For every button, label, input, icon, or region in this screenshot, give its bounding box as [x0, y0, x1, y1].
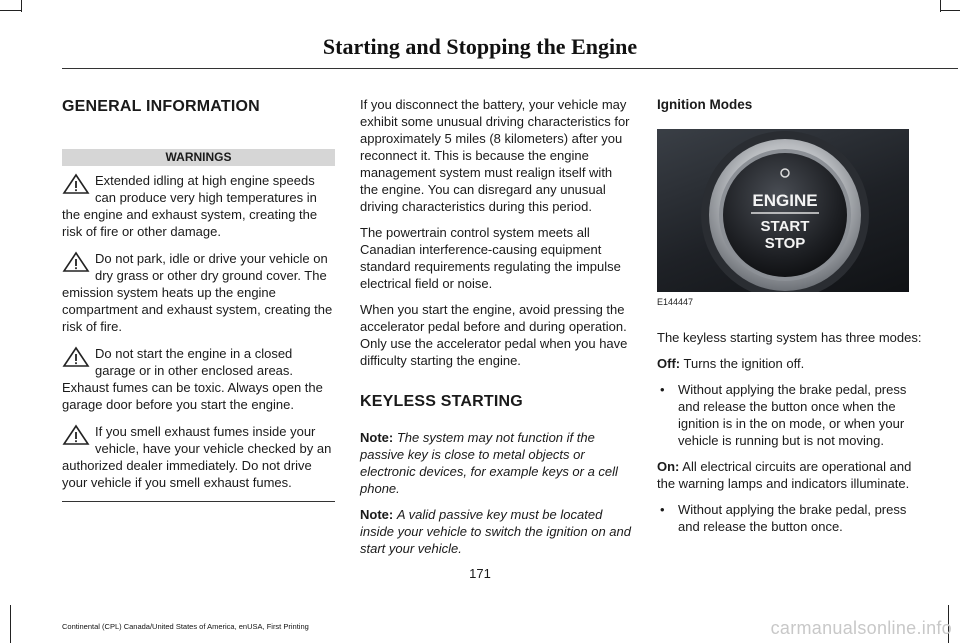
- warning-text: Do not start the engine in a closed garage or in other enclosed areas. Exhaust fumes can be toxic. Always open the garage door before you start the engine.: [62, 346, 323, 412]
- paragraph: The powertrain control system meets all Canadian interference-causing equipment standard requirements regulating the impulse electrical field or noise.: [360, 225, 621, 291]
- warning-triangle-icon: [62, 251, 90, 273]
- crop-mark: [0, 10, 22, 11]
- mode-label: On:: [657, 459, 680, 474]
- section-heading-general-information: GENERAL INFORMATION: [62, 98, 260, 115]
- column-keyless-starting: [360, 96, 632, 566]
- note-text: A valid passive key must be located inside your vehicle to switch the ignition on and start your vehicle.: [360, 507, 631, 556]
- column-ignition-modes: [657, 96, 929, 544]
- warning-text: If you smell exhaust fumes inside your vehicle, have your vehicle checked by an authorized dealer immediately. Do not drive your vehicle if you smell exhaust fumes.: [62, 424, 332, 490]
- mode-label: Off:: [657, 356, 681, 371]
- column-general-information: [62, 96, 335, 502]
- note-label: Note:: [360, 507, 394, 522]
- mode-on: [657, 458, 929, 492]
- header-divider: [62, 68, 958, 69]
- subheading-ignition-modes: Ignition Modes: [657, 97, 753, 112]
- note-label: Note:: [360, 430, 394, 445]
- off-bullets: [657, 381, 929, 449]
- warning-item: [62, 345, 335, 413]
- warning-triangle-icon: [62, 173, 90, 195]
- note: [360, 506, 632, 557]
- page-title: Starting and Stopping the Engine: [322, 34, 638, 59]
- warning-triangle-icon: [62, 346, 90, 368]
- footer-text: Continental (CPL) Canada/United States of America, enUSA, First Printing: [62, 622, 309, 631]
- button-label-engine: ENGINE: [752, 191, 818, 210]
- on-bullets: [657, 501, 929, 535]
- figure-code: E144447: [657, 297, 694, 307]
- paragraph: The keyless starting system has three modes:: [657, 330, 922, 345]
- warning-item: [62, 423, 335, 491]
- crop-mark: [940, 10, 960, 11]
- list-item: • Without applying the brake pedal, press and release the button once when the ignition is in the on mode, or when your vehicle is running but is not moving.: [657, 381, 929, 449]
- list-item: • Without applying the brake pedal, press and release the button once.: [657, 501, 929, 535]
- engine-start-stop-button-figure: [657, 129, 909, 292]
- button-label-start: START: [760, 218, 810, 235]
- engine-start-stop-button-icon: [657, 129, 909, 292]
- paragraph: If you disconnect the battery, your vehicle may exhibit some unusual driving characteristics for approximately 5 miles (8 kilometers) after you reconnect it. This is because the engine management system must realign itself with the engine. You can disregard any unusual driving characteristics during this period.: [360, 97, 630, 214]
- section-heading-keyless-starting: KEYLESS STARTING: [360, 393, 523, 410]
- crop-mark: [10, 605, 11, 643]
- warnings-divider: [62, 501, 335, 502]
- warning-item: [62, 250, 335, 335]
- warning-text: Do not park, idle or drive your vehicle on dry grass or other dry ground cover. The emission system heats up the engine compartment and exhaust system, creating the risk of fire.: [62, 251, 333, 334]
- crop-mark: [21, 0, 22, 12]
- warning-text: Extended idling at high engine speeds can produce very high temperatures in the engine and exhaust system, creating the risk of fire or other damage.: [62, 173, 318, 239]
- mode-text: All electrical circuits are operational and the warning lamps and indicators illuminate.: [657, 459, 912, 491]
- note: [360, 429, 632, 497]
- paragraph: When you start the engine, avoid pressing the accelerator pedal before and during operation. Only use the accelerator pedal when you have difficulty starting the engine.: [360, 302, 628, 368]
- page-number: 171: [469, 566, 491, 581]
- mode-off: [657, 355, 929, 372]
- note-text: The system may not function if the passive key is close to metal objects or electronic devices, for example keys or a cell phone.: [360, 430, 618, 496]
- warning-triangle-icon: [62, 424, 90, 446]
- warning-item: [62, 172, 335, 240]
- crop-mark: [940, 0, 941, 12]
- watermark: carmanualsonline.info: [770, 618, 952, 638]
- mode-text: Turns the ignition off.: [683, 356, 805, 371]
- button-label-stop: STOP: [764, 235, 806, 252]
- warnings-header: WARNINGS: [62, 149, 335, 166]
